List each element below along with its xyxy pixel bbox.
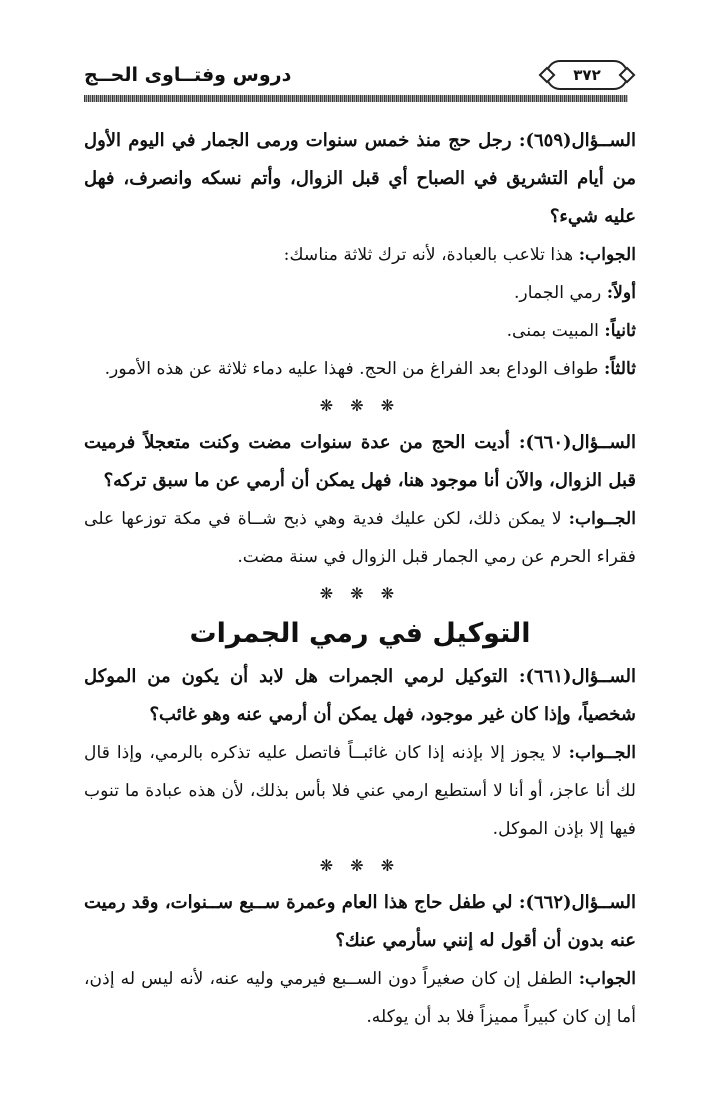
answer-659 xyxy=(84,236,636,274)
answer-text: الطفل إن كان صغيراً دون الســبع فيرمي وليه عنه، لأنه ليس له إذن، أما إن كان كبيراً مميزاً فلا بد أن يوكله. xyxy=(84,969,636,1027)
list-item-text: رمي الجمار. xyxy=(513,283,607,303)
question-text: أديت الحج من عدة سنوات مضت وكنت متعجلاً فرميت قبل الزوال، والآن أنا موجود هنا، فهل يمكن أن أرمي عن ما سبق تركه؟ xyxy=(84,432,636,491)
question-label: الســؤال(٦٦٢): xyxy=(518,892,636,913)
question-662 xyxy=(84,884,636,960)
page-content xyxy=(84,122,636,1036)
separator-asterisms: ❋ ❋ ❋ xyxy=(319,856,401,875)
list-item-second xyxy=(84,312,636,350)
header-divider xyxy=(84,95,628,102)
answer-label: الجــواب: xyxy=(568,743,636,763)
answer-661 xyxy=(84,734,636,848)
question-label: الســؤال(٦٦٠): xyxy=(518,432,636,453)
question-label: الســؤال(٦٦١): xyxy=(518,666,636,687)
list-item-label: ثالثاً: xyxy=(603,359,636,379)
list-item-third xyxy=(84,350,636,388)
question-text: لي طفل حاج هذا العام وعمرة ســبع ســنوات، وقد رميت عنه بدون أن أقول له إنني سأرمي عنك؟ xyxy=(84,892,636,951)
answer-662 xyxy=(84,960,636,1036)
page-number: ٣٧٢ xyxy=(546,60,628,90)
answer-label: الجواب: xyxy=(578,969,636,989)
question-661 xyxy=(84,658,636,734)
list-item-label: أولاً: xyxy=(606,283,636,303)
question-659 xyxy=(84,122,636,236)
answer-label: الجواب: xyxy=(578,245,636,265)
question-text: رجل حج منذ خمس سنوات ورمى الجمار في اليوم الأول من أيام التشريق في الصباح أي قبل الزوال، وأتم نسكه وانصرف، فهل عليه شيء؟ xyxy=(84,130,636,227)
running-header xyxy=(84,58,628,92)
book-title: دروس وفتــاوى الحــج xyxy=(84,64,292,86)
answer-text: لا يمكن ذلك، لكن عليك فدية وهي ذبح شــاة في مكة توزعها على فقراء الحرم عن رمي الجمار قبل الزوال في سنة مضت. xyxy=(84,509,636,567)
list-item-first xyxy=(84,274,636,312)
question-660 xyxy=(84,424,636,500)
question-label: الســؤال(٦٥٩): xyxy=(518,130,636,151)
list-item-text: المبيت بمنى. xyxy=(506,321,605,341)
section-heading: التوكيل في رمي الجمرات xyxy=(189,618,531,649)
separator-asterisms: ❋ ❋ ❋ xyxy=(319,584,401,603)
separator-asterisms: ❋ ❋ ❋ xyxy=(319,396,401,415)
answer-660 xyxy=(84,500,636,576)
list-item-text: طواف الوداع بعد الفراغ من الحج. فهذا عليه دماء ثلاثة عن هذه الأمور. xyxy=(104,359,604,379)
question-text: التوكيل لرمي الجمرات هل لابد أن يكون من الموكل شخصياً، وإذا كان غير موجود، فهل يمكن أن أرمي عنه وهو غائب؟ xyxy=(84,666,636,725)
answer-label: الجــواب: xyxy=(568,509,636,529)
list-item-label: ثانياً: xyxy=(604,321,636,341)
answer-text: هذا تلاعب بالعبادة، لأنه ترك ثلاثة مناسك: xyxy=(283,245,579,265)
answer-text: لا يجوز إلا بإذنه إذا كان غائبــاً فاتصل عليه تذكره بالرمي، وإذا قال لك أنا عاجز، أو أنا لا أستطيع ارمي عني فلا بأس بذلك، لأن هذه عبادة ما تنوب فيها إلا بإذن الموكل. xyxy=(84,743,636,839)
